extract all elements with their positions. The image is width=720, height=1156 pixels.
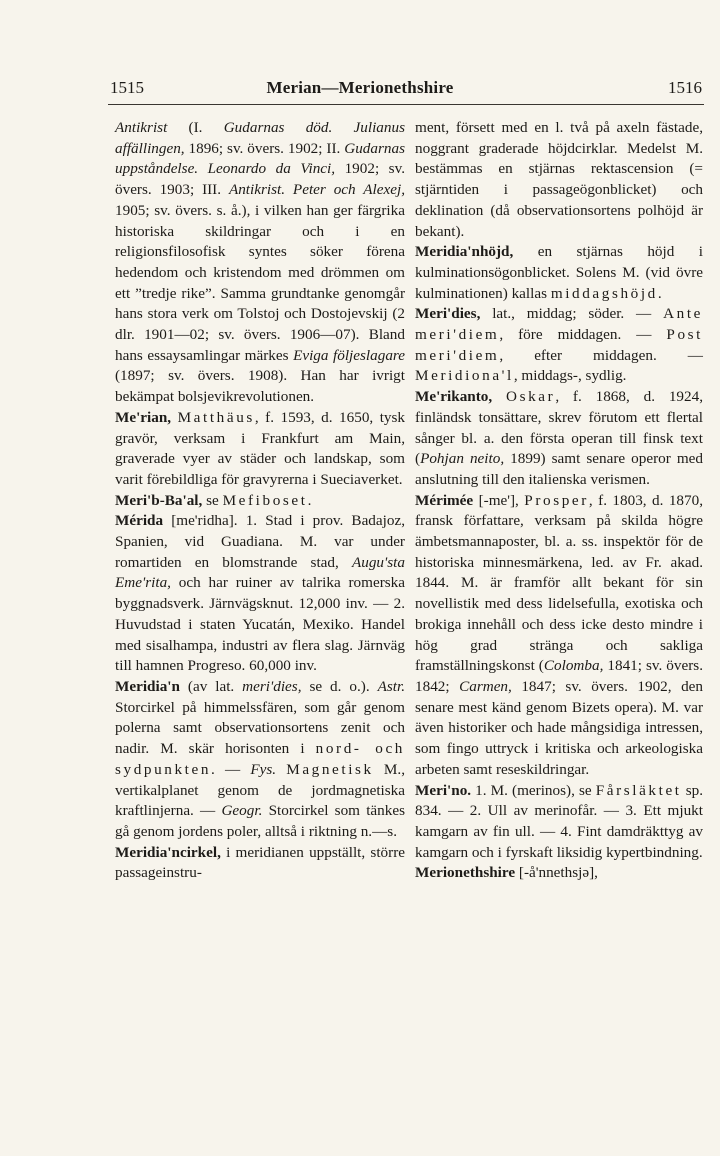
entry-text: (av lat. [179,677,243,695]
italic-text: meri'dies, [242,677,302,695]
entry-text: [-å'nnethsjə], [515,864,598,882]
spaced-name: Matthäus [177,408,255,426]
entry-text: 1841; sv. övers. 1842; [415,657,704,695]
entry-text: 1902; sv. övers. 1903; III. [115,160,405,199]
headword: Meri'dies, [415,305,481,323]
page-number-left: 1515 [110,78,144,97]
italic-text: Carmen, [459,677,512,695]
page-header [0,72,720,106]
entry-text: Storcirkel på himmelssfären, som går genom polerna samt observationsortens zenit och nadir. M. skär horisonten i [115,698,405,758]
entry-text: , f. 1868, d. 1924, finländsk tonsättare, skrev förutom ett flertal sånger bl. a. den första operan till finsk text ( [415,388,703,468]
entry-merionethshire [415,863,703,884]
entry-merida [115,511,405,677]
spaced-name: Magnetisk [286,760,374,778]
spaced-name: Prosper [524,491,589,509]
italic-text: Gudarnas uppståndelse. Leonardo da Vinci, [115,139,405,178]
entry-antikrist [115,118,405,408]
italic-text: Geogr. [221,802,263,820]
entry-merian [115,408,405,491]
entry-text: 1905; sv. övers. s. å.), i vilken han ger färgrika historiska skildringar och i en religionsfilosofisk syntes söker förena hedendom och kristendom med drömmen om ett ”tredje rike”. Samma grundtanke genomgår hans stora verk om Tolstoj och Dostojevskij (2 dlr. 1901—02; sv. övers. 1906—07). Bland hans essaysamlingar märkes [115,201,405,364]
entry-text [492,388,506,405]
entry-text: M., vertikalplanet genom de jordmagnetiska kraftlinjerna. — [115,760,406,820]
entry-merikanto [415,387,703,491]
entry-meridianhojd [415,242,703,304]
headword: Mérida [115,512,164,530]
entry-text: (I. [167,119,224,136]
spaced-name: Mefiboset [222,491,308,509]
entry-text: ment, försett med en l. två på axeln fästade, noggrant graderade höjdcirklar. Medelst M. bestämmas en stjärnas rektascension (= stjärntiden i passageögonblicket) och deklination (då observationsortens polhöjd är bekant). [415,119,703,240]
entry-text: och har ruiner av talrika romerska byggnadsverk. Järnvägsknut. 12,000 inv. — 2. Huvudstad i staten Yucatán, Mexiko. Handel med sisalhampa, industri av flera slag. Järnväg till hamnen Progreso. 60,000 inv. [115,574,405,675]
headword: Me'rikanto, [415,388,493,406]
entry-text: , middags-, sydlig. [513,367,627,385]
headword: Mérimée [415,491,474,509]
entry-text: , f. 1803, d. 1870, fransk författare, verksam på skilda högre ämbetsmannaposter, bl. a. ss. inspektör för de historiska minnesmärkena, led. av Fr. akad. 1844. M. är framför allt bekant för sin novellistik med dess lidelsefulla, exotiska och brokiga innehåll och dess icke desto mindre i hög grad stränga och sakliga framställningskonst ( [415,491,704,675]
headword: Meri'b-Ba'al, [115,491,203,509]
spaced-name: nord- och sydpunkten [115,740,405,778]
entry-text: 1899) samt senare operor med anslutning till den italienska verismen. [415,450,703,488]
entry-text: se [202,491,223,509]
spaced-name: Post meri'diem [415,326,703,364]
entry-text: [-me'], [473,491,525,509]
running-title: Merian—Merionethshire [266,78,454,97]
spaced-name: Ante meri'diem [415,305,703,344]
headword: Meridia'ncirkel, [115,843,221,861]
entry-text: i meridianen uppställt, större passageinstru- [115,843,405,882]
left-column [115,118,405,884]
entry-meridiancirkel [115,843,405,884]
entry-text: lat., middag; söder. — [480,305,664,323]
entry-merino [415,781,703,864]
entry-text: [me'ridha]. 1. Stad i prov. Badajoz, Spanien, vid Guadiana. M. var under romartiden en blomstrande stad, [115,512,405,571]
headword: Meridia'nhöjd, [415,243,514,261]
entry-meridian [115,677,405,843]
spaced-name: Fårsläktet [595,781,682,799]
entry-text: Storcirkel som tänkes gå genom jordens poler, alltså i riktning n.—s. [115,802,405,840]
entry-text: sp. 834. — 2. Ull av merinofår. — 3. Ett mjukt kamgarn av fin ull. — 4. Fint damdräkttyg av kamgarn och i fyrskaft liksidig kypertbindning. [415,781,703,861]
right-column [415,118,703,884]
entry-text: , före middagen. — [499,326,667,344]
italic-text: Augu'sta Eme'rita, [115,553,405,592]
italic-text: Colomba, [543,657,604,675]
italic-text: Fys. [250,760,277,778]
entry-text: 1847; sv. övers. 1902, den senare mest känd genom Bizets opera). M. var även historiker och hade mångsidiga intressen, som fingo uttryck i kritiska och arkeologiska arbeten samt reseskildringar. [415,677,703,778]
spaced-name: Meridiona'l [415,367,514,385]
entry-text: se d. o.). [301,677,378,695]
italic-text: Eviga följeslagare [293,346,406,364]
italic-text: Antikrist [115,119,168,136]
entry-text: . — [211,760,251,778]
entry-meridiancirkel-cont [415,118,703,242]
entry-text: 1. M. (merinos), se [471,781,596,799]
entry-text: 1896; sv. övers. 1902; II. [184,139,345,157]
entry-text: (1897; sv. övers. 1908). Han har ivrigt bekämpat bolsjevikrevolutionen. [115,367,405,406]
italic-text: Pohjan neito, [420,450,505,468]
entry-text: , efter middagen. — [499,346,703,364]
italic-text: Antikrist. Peter och Alexej, [228,181,405,199]
entry-text: . [307,491,312,509]
spaced-name: Oskar [506,388,556,406]
italic-text: Astr. [377,677,405,695]
entry-merimee [415,491,703,781]
entry-text [276,761,286,778]
entry-meridies [415,304,703,387]
headword: Me'rian, [115,408,172,426]
spaced-name: middagshöjd [550,284,658,302]
page-number-right: 1516 [668,78,702,97]
headword: Meridia'n [115,677,180,695]
headword: Merionethshire [415,864,516,882]
entry-text: en stjärnas höjd i kulminationsögonblicket. Solens M. (vid övre kulminationen) kallas [415,243,703,302]
header-rule [108,104,704,105]
entry-text: . [657,284,662,302]
headword: Meri'no. [415,781,472,799]
italic-text: Gudarnas död. Julianus affällingen, [115,119,405,157]
entry-meribbaal [115,491,405,512]
entry-text: , f. 1593, d. 1650, tysk gravör, verksam i Frankfurt am Main, graverade vyer av städer och landskap, som varit förebildliga för gravyrerna i Sueciaverket. [115,408,406,488]
